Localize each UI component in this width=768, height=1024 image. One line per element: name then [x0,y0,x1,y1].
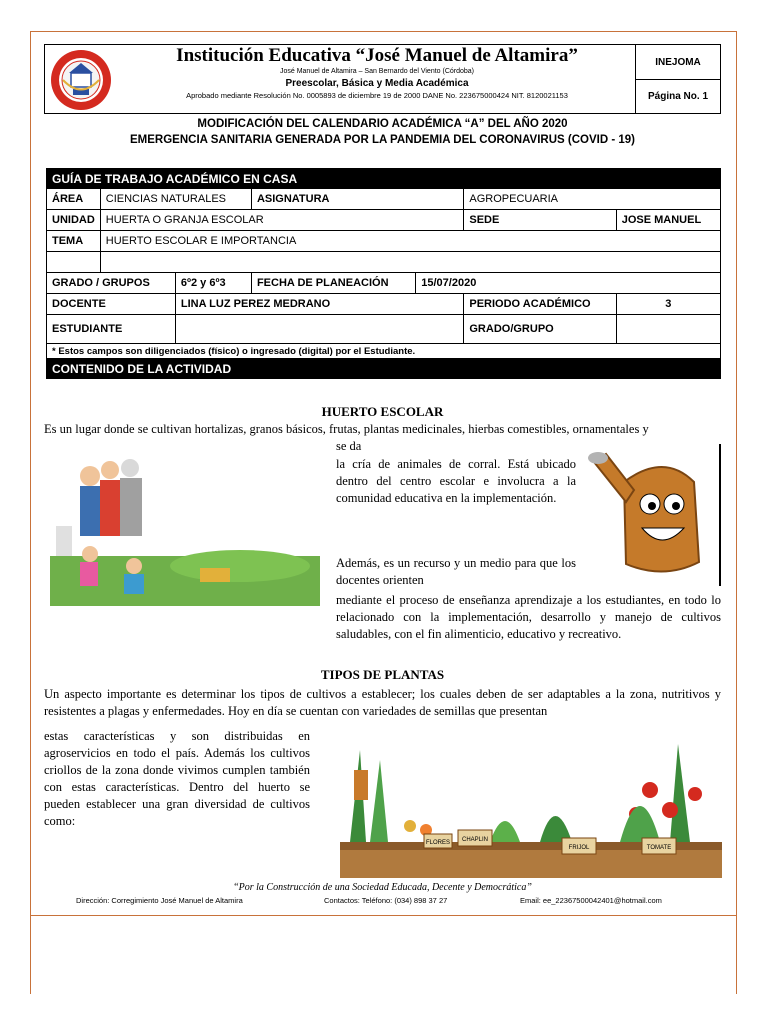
section-title-huerto: HUERTO ESCOLAR [321,404,444,419]
student-label: ESTUDIANTE [47,315,176,344]
subject-value: AGROPECUARIA [464,189,721,210]
subject-label: ASIGNATURA [251,189,463,210]
plan-date-value: 15/07/2020 [416,273,721,294]
institution-code: INEJOMA [636,45,720,80]
guide-title: GUÍA DE TRABAJO ACADÉMICO EN CASA [47,169,721,189]
section-title-tipos: TIPOS DE PLANTAS [320,667,445,682]
section1-se-da: se da [336,439,362,453]
footer-rule [30,915,737,916]
watering-can-character-icon [584,442,724,588]
empty-row [100,252,720,273]
footer-contacts: Contactos: Teléfono: (034) 898 37 27 [324,896,448,905]
unit-value: HUERTA O GRANJA ESCOLAR [100,210,464,231]
student-field [175,315,464,344]
section2-paragraph-top: Un aspecto importante es determinar los tipos de cultivos a establecer; los cuales deben de ser adaptables a la zona, nutritivos y resistentes a plagas y enfermedades. Hoy en día se cuentan con variedades de semillas que presentan [44,687,721,718]
teacher-value: LINA LUZ PEREZ MEDRANO [175,294,464,315]
section1-bottom-text: mediante el proceso de enseñanza aprendizaje a los estudiantes, en todo lo relacionado con la implementación, desarrollo y manejo de cultivos saludables, con el fin alimenticio, educativo y recreativo. [336,593,721,641]
plan-date-label: FECHA DE PLANEACIÓN [251,273,415,294]
grade-group-label: GRADO/GRUPO [464,315,616,344]
section1-paragraph-bottom [44,592,721,643]
empty-cell [47,252,101,273]
document-header [44,44,721,114]
footer-address: Dirección: Corregimiento José Manuel de Altamira [76,896,243,905]
topic-label: TEMA [47,231,101,252]
sign-frijol: FRIJOL [568,845,590,851]
modification-line-2: EMERGENCIA SANITARIA GENERADA POR LA PANDEMIA DEL CORONAVIRUS (COVID - 19) [130,134,635,146]
sign-flores: FLORES [425,840,451,846]
grade-value: 6º2 y 6º3 [175,273,251,294]
page-number: Página No. 1 [647,91,708,102]
content-title: CONTENIDO DE LA ACTIVIDAD [47,359,721,379]
section2-paragraph-left: estas características y son distribuidas en agroservicios en todo el país. Además los cultivos criollos de la zona donde vivimos cumplen también con estas características. Dentro del huerto se pueden establecer una gran diversidad de cultivos como: [44,729,310,828]
sign-tomate: TOMATE [646,845,672,851]
footer-quote: “Por la Construcción de una Sociedad Educada, Decente y Democrática” [233,882,532,893]
section1-paragraph-top: Es un lugar donde se cultivan hortalizas, granos básicos, frutas, plantas medicinales, hierbas comestibles, ornamentales y [44,422,649,436]
site-label: SEDE [464,210,616,231]
footer-email: Email: ee_22367500042401@hotmail.com [520,896,662,905]
fields-note: * Estos campos son diligenciados (físico) o ingresado (digital) por el Estudiante. [47,344,721,359]
grade-group-field [616,315,720,344]
children-garden-illustration-icon [50,456,320,606]
section1-paragraph-resource: Además, es un recurso y un medio para que los docentes orienten [336,556,576,587]
guide-table [46,168,721,379]
period-value: 3 [616,294,720,315]
topic-value: HUERTO ESCOLAR E IMPORTANCIA [100,231,720,252]
modification-line-1: MODIFICACIÓN DEL CALENDARIO ACADÉMICA “A” DEL AÑO 2020 [197,118,568,130]
institution-levels: Preescolar, Básica y Media Académica [285,78,469,89]
area-label: ÁREA [47,189,101,210]
teacher-label: DOCENTE [47,294,176,315]
institution-logo-icon [49,49,113,111]
institution-location: José Manuel de Altamira – San Bernardo del Viento (Córdoba) [279,68,475,75]
sign-chaplin: CHAPLIN [461,837,489,843]
institution-name: Institución Educativa “José Manuel de Altamira” [176,45,578,66]
unit-label: UNIDAD [47,210,101,231]
area-value: CIENCIAS NATURALES [100,189,251,210]
modification-heading [44,116,721,148]
institution-resolution: Aprobado mediante Resolución No. 0005893 de diciembre 19 de 2000 DANE No. 223675000424 NIT. 8120021153 [186,91,568,100]
site-value: JOSE MANUEL [616,210,720,231]
section1-paragraph-mid: la cría de animales de corral. Está ubicado dentro del centro escolar e involucra a la comunidad educativa en la implementación. [336,457,576,505]
crops-garden-illustration-icon [340,730,722,878]
period-label: PERIODO ACADÉMICO [464,294,616,315]
grade-label: GRADO / GRUPOS [47,273,176,294]
